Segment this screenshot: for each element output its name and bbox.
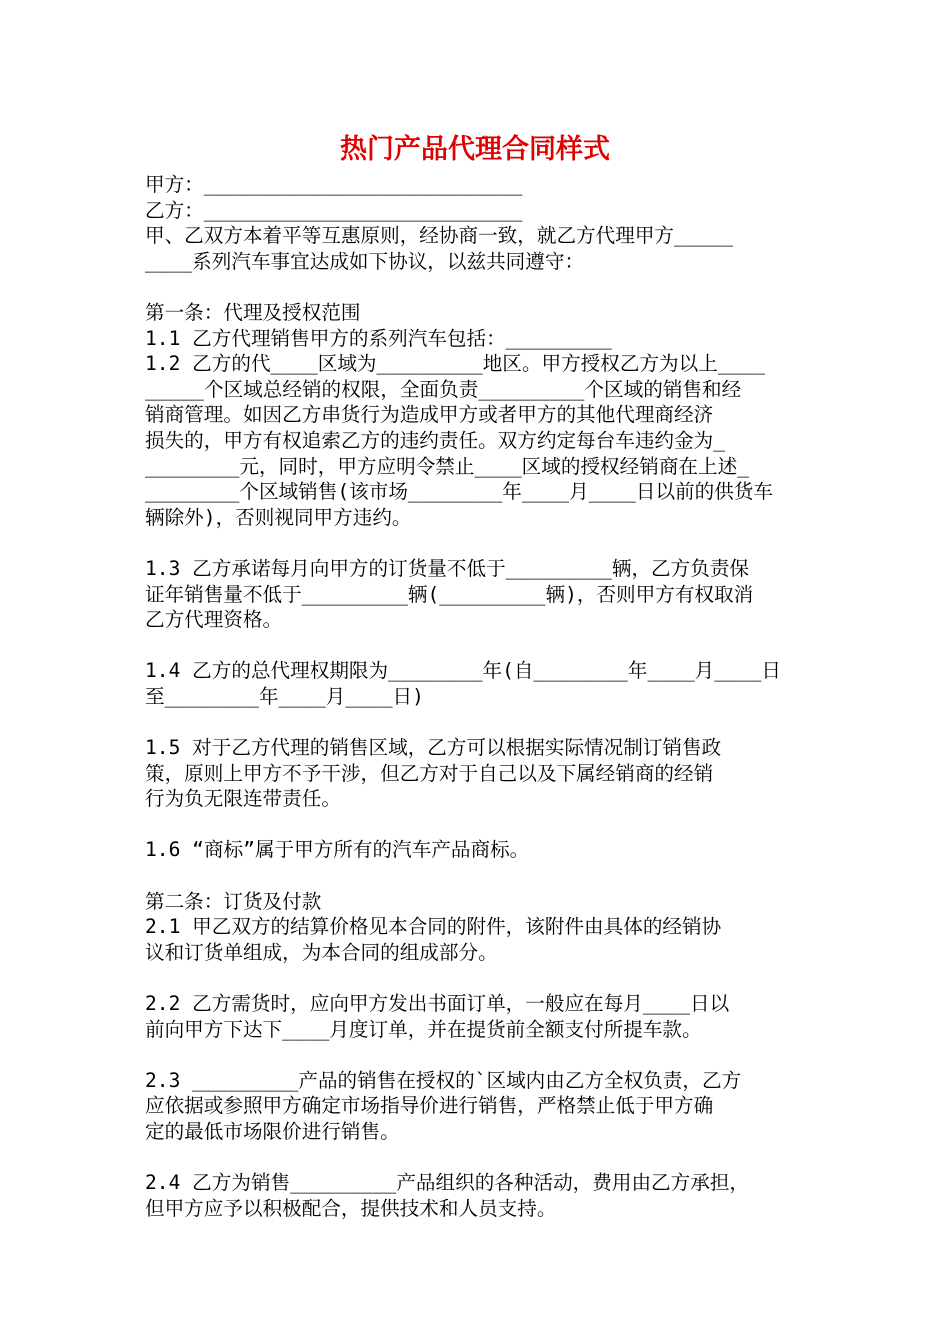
clause-line: 证年销售量不低于_________辆(_________辆)，否则甲方有权取消 — [145, 582, 754, 606]
clause-line: 1.5 对于乙方代理的销售区域，乙方可以根据实际情况制订销售政 — [145, 736, 722, 760]
blank-line — [145, 709, 815, 735]
clause-line: 损失的，甲方有权追索乙方的违约责任。双方约定每台车违约金为_ — [145, 428, 726, 452]
clause-line: ________个区域销售(该市场________年____月____日以前的供货车 — [145, 480, 774, 504]
clause-line: 1.3 乙方承诺每月向甲方的订货量不低于_________辆，乙方负责保 — [145, 556, 750, 580]
clause-line: 销商管理。如因乙方串货行为造成甲方或者甲方的其他代理商经济 — [145, 403, 714, 427]
clause-line: 策，原则上甲方不予干涉，但乙方对于自己以及下属经销商的经销 — [145, 761, 714, 785]
blank-line — [145, 633, 815, 659]
clause-line: 1.1 乙方代理销售甲方的系列汽车包括：_________ — [145, 326, 612, 350]
clause-line: 乙方代理资格。 — [145, 608, 283, 632]
clause-line: 前向甲方下达下____月度订单，并在提货前全额支付所提车款。 — [145, 1017, 702, 1041]
clause-line: 2.3 _________产品的销售在授权的`区域内由乙方全权负责，乙方 — [145, 1068, 742, 1092]
blank-line — [145, 965, 815, 991]
blank-line — [145, 863, 815, 889]
clause-line: ________元，同时，甲方应明令禁止____区域的授权经销商在上述_ — [145, 454, 750, 478]
party-b-line: 乙方：___________________________ — [145, 198, 523, 222]
clause-line: 2.4 乙方为销售_________产品组织的各种活动，费用由乙方承担， — [145, 1171, 750, 1195]
preamble-line: 甲、乙双方本着平等互惠原则，经协商一致，就乙方代理甲方_____ — [145, 224, 734, 248]
clause-line: 辆除外)，否则视同甲方违约。 — [145, 505, 412, 529]
blank-line — [145, 274, 815, 300]
document-title: 热门产品代理合同样式 — [340, 134, 610, 165]
preamble-line: ____系列汽车事宜达成如下协议，以兹共同遵守： — [145, 249, 585, 273]
clause-line: 但甲方应予以积极配合，提供技术和人员支持。 — [145, 1196, 557, 1220]
section-heading: 第二条：订货及付款 — [145, 889, 322, 913]
clause-line: 2.2 乙方需货时，应向甲方发出书面订单，一般应在每月____日以 — [145, 992, 730, 1015]
contract-body — [145, 172, 815, 1221]
clause-line: 1.6 “商标”属于甲方所有的汽车产品商标。 — [145, 838, 530, 862]
clause-line: 定的最低市场限价进行销售。 — [145, 1119, 400, 1143]
clause-line: 1.4 乙方的总代理权期限为________年(自________年____月____日 — [145, 659, 782, 683]
blank-line — [145, 812, 815, 838]
party-a-line: 甲方：___________________________ — [145, 173, 523, 196]
clause-line: 行为负无限连带责任。 — [145, 787, 341, 811]
blank-line — [145, 1042, 815, 1068]
blank-line — [145, 530, 815, 556]
clause-line: 议和订货单组成，为本合同的组成部分。 — [145, 940, 498, 964]
clause-line: _____个区域总经销的权限，全面负责_________个区域的销售和经 — [145, 377, 742, 401]
section-heading: 第一条：代理及授权范围 — [145, 300, 361, 324]
clause-line: 2.1 甲乙双方的结算价格见本合同的附件，该附件由具体的经销协 — [145, 915, 722, 939]
blank-line — [145, 1145, 815, 1171]
clause-line: 至________年____月____日) — [145, 684, 424, 708]
clause-line: 1.2 乙方的代____区域为_________地区。甲方授权乙方为以上____ — [145, 352, 766, 376]
clause-line: 应依据或参照甲方确定市场指导价进行销售，严格禁止低于甲方确 — [145, 1094, 714, 1118]
